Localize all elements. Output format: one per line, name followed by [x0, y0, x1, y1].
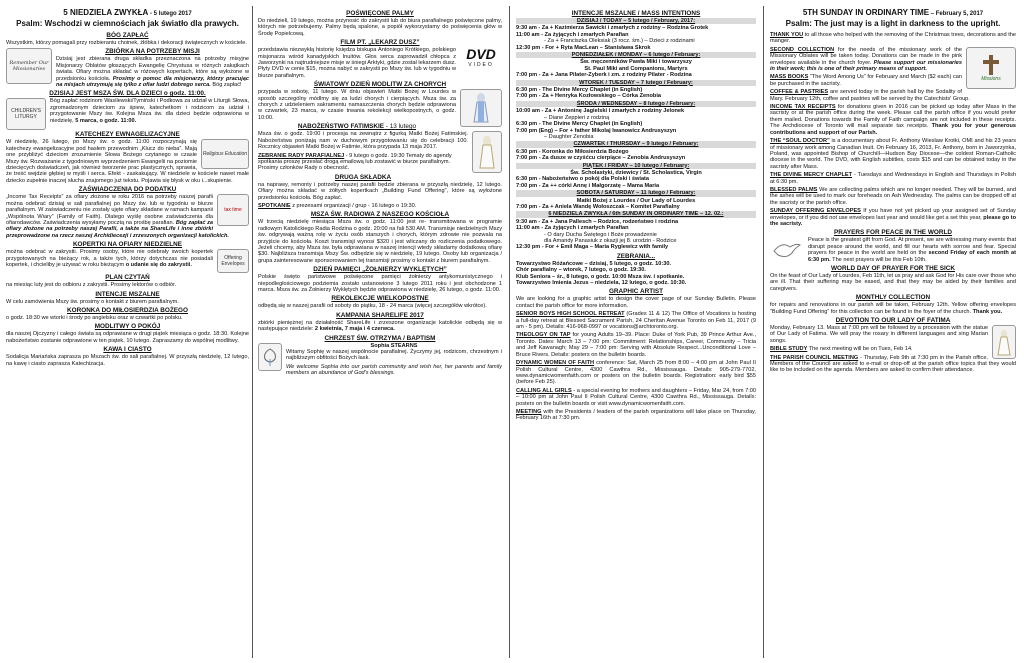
meeting-row: Towarzystwo Różańcowe – dzisiaj, 5 lutego, o godz. 10:30.: [516, 260, 671, 267]
section-heading: BÓG ZAPŁAĆ: [106, 32, 149, 39]
feast-name: Św. Scholastyki, dziewicy / St. Scholastica, Virgin: [570, 169, 702, 176]
psalm-text: Psalm: Wschodzi w ciemnościach jak światło dla prawych.: [16, 19, 239, 28]
mass-intention-row: dla Amandy Panasiuk z okazji jej 8. urodzin - Rodzice: [544, 238, 677, 244]
section-text: na naprawy, remonty i potrzeby naszej parafii będzie zbierana w przyszłą niedzielę, 12 lutego. Ofiary można składać w żółtych kopertkach „Building Fund Offering”, które są wyłożone przedsionku kościoła. Bóg zapłać.: [258, 181, 502, 201]
mass-intention-row: 7:00 pm - Za + Aniela Wandę Wołoszczak – Komitet Parafialny: [516, 203, 680, 210]
section-text: CALLING ALL GIRLS - a special evening for mothers and daughters – Friday, Mar 24, from 7:00 – 10:00 pm at John Paul II Polish Cultural Centre, 4300 Cawthra Rd., Mississauga. Details: posters on the bulletin boards or visit www.dynamicwomenfaith.com.: [516, 387, 756, 407]
section-text: dla naszej Ojczyzny i całego świata są odprawiane w drugi piątek miesiąca o godz. 18:30. Kolejne nabożeństwo zostanie odprawione w ten piątek, 10 lutego. Zapraszamy do wspólnej modlitwy.: [6, 331, 249, 344]
section-text: przedstawia niezwykłą historię księdza biskupa Antoniego Krótkiego, polskiego misjonarza wśród kanadyjskich Inuitów. Głos serca zaprowadził chłopca z Jaworzynki na najtrudniejsze misje w śniegi Arktyki, gdzie został lekarzem dusz. Płyty DVD w cenie $15, można nabyć w zakrystii po Mszy św. lub w tygodniu w biurze parafialnym.: [258, 47, 456, 79]
section-text: na miesiąc luty jest do odbioru z zakrystii. Prosimy lektorów o odbiór.: [6, 282, 177, 289]
mass-intention-row: 6:30 pm - The Divine Mercy Chaplet (in English): [516, 121, 643, 128]
section-text: THE “SOUL DOCTOR” is a documentary about Fr. Anthony Wieslaw Krotki, OMI and his 23 years of missionary work among Canadian Inuit. On February 16, 2013, Fr. Anthony, born in Jaworzynka, Poland, was appointed Bishop of Churchill—Hudson Bay Diocese—the coldest Roman-Catholic diocese in the world. The DVD, with English subtitles, costs $15 and can be obtained today in the sacristy after Mass.: [770, 138, 1016, 170]
religious-education-icon: Religious Education: [201, 139, 249, 169]
column-polish-left: [6, 8, 249, 660]
column-mass-intentions: [516, 8, 756, 660]
section-heading: WORLD DAY OF PRAYER FOR THE SICK: [830, 265, 956, 272]
feast-name: St. Paul Miki and Companions, Martyrs: [584, 65, 688, 72]
section-text: Polskie święto państwowe poświęcone pamięci żołnierzy antykomunistycznego i niepodległościowego podziemia zostało ustanowione 3 lutego 2011 roku i jest obchodzone 1 marca. Msza św. za Żołnierzy Wyklętych będzie odprawiona w niedzielę, 26 lutego, o godz. 11:00.: [258, 274, 502, 293]
section-text: odbędą się w naszej parafii od soboty do piątku, 18 - 24 marca (więcej szczegółów wkrótce).: [258, 303, 487, 310]
mass-intention-row: 7:00 pm (Eng) – For + father Mikolaj Iwanowicz Andrusyszyn: [516, 127, 677, 134]
bulletin-title-en: [770, 8, 1016, 28]
section-text: ZEBRANIE RADY PARAFIALNEJ - 9 lutego o godz. 19:30 Tematy do agendy spotkania proszę przesłać drogą emailową lub zostawić w biurze parafialnym. Prosimy członków Rady o obecność.: [258, 152, 452, 172]
column-divider: [509, 6, 510, 658]
day-heading: SOBOTA / SATURDAY – 11 lutego / February:: [516, 190, 756, 196]
mass-intention-row: 12:30 pm - For + Emil Maga – Maria Ryglewicz with family: [516, 244, 669, 251]
section-heading: DRUGA SKŁADKA: [334, 173, 392, 181]
section-text: On the feast of Our Lady of Lourdes, Feb 11th, let us pray and ask God for His care over those who are ill. That their suffering may be eased, and that they may be aided by their families and caregivers.: [770, 273, 1016, 292]
mass-intention-row: – Daughter Zenobia: [544, 133, 594, 140]
section-text: THEOLOGY ON TAP for young Adults 19–39. Place: Duke of York Pub, 39 Prince Arthur Ave., Toronto. Dates: March 13 – 7:00 pm: Commitment: Relationships, Career, Community – Tricia and Jeff Kawanagh; May 29 – 7:00 pm: Serving with Absolute Respect...Unconditional Love – Bruce Rivers. Details: posters on the bulletin boards.: [516, 332, 756, 358]
baptism-name: Sophia STEARNS: [370, 342, 418, 349]
mass-intention-row: 11:00 am - Za żyjących i zmarłych Parafian: [516, 31, 629, 38]
day-heading: DZISIAJ / TODAY – 5 lutego / February, 2017:: [516, 18, 756, 24]
feast-name: Św. męczenników Pawła Miki i towarzyszy: [580, 59, 692, 66]
mass-intentions-list: [516, 18, 756, 251]
section-text: SENIOR BOYS HIGH SCHOOL RETREAT (Grades 11 & 12) The Office of Vocations is hosting a full-day retreat at Blessed Sacrament Parish, 24 Cheritan Avenue Toronto on Feb 11, 2017 (9 am - 5 pm). Details: 416-968-0997 or vocations@archtoronto.org.: [516, 311, 756, 331]
day-heading: PIĄTEK / FRIDAY – 10 lutego / February:: [516, 163, 756, 169]
section-text: SUNDAY OFFERING ENVELOPES If you have not yet picked up your assigned set of Sunday envelopes, or if you did not use envelopes last year and would like get a set this year, please go to the sacristy.: [770, 208, 1016, 227]
childrens-liturgy-icon: CHILDREN'S LITURGY: [6, 98, 46, 130]
feast-name: Matki Bożej z Lourdes / Our Lady of Lourdes: [576, 197, 696, 204]
title-text: 5TH SUNDAY IN ORDINARY TIME: [802, 8, 930, 17]
dvd-logo-text: DVD: [466, 46, 496, 63]
remember-missionaries-icon: Remember Our Missionaries: [6, 48, 52, 84]
section-heading: PLAN CZYTAŃ: [105, 274, 150, 282]
mass-intention-row: – Diane Zeppieri z rodziną: [544, 114, 610, 121]
fatima-statue-icon: [992, 325, 1016, 359]
section-heading: POŚWIĘCONE PALMY: [346, 10, 414, 17]
section-text: We welcome Sophia into our parish community and wish her, her parents and family members an abundance of God's blessings.: [286, 363, 502, 377]
mass-intention-row: 7:00 pm - Za dusze w czyśćcu cierpiące – Zenobia Andrusyszyn: [516, 155, 686, 162]
section-text: Monday, February 13. Mass at 7:00 pm will be followed by a procession with the statue of Our Lady of Fatima. We will pray the rosary in different languages and sing Marian songs.: [770, 325, 988, 344]
mass-intention-row: - Za + Franciszka Oleksiak (3 rocz. śm.) – Dzieci z rodzinami: [544, 38, 695, 45]
mass-intention-row: 7:00 pm - Za + Jana Pilater-Zyberk i zm. z rodziny Pilater - Rodzina: [516, 72, 692, 79]
section-heading: ZEBRANIA...: [616, 252, 656, 260]
section-text: przypada w sobotę, 11 lutego. W dniu objawień Matki Bożej w Lourdes w sposób szczególny módlmy się za ludzi chorych i cierpiących. Msza św. za chorych z udzieleniem sakramentu namaszczenia chorych będzie odprawiona w czwartek, 23 marca, w czasie trwania rekolekcji wielkopostnych, o godz. 10:00.: [258, 89, 456, 121]
day-heading: 6 NIEDZIELA ZWYKŁA / 6th SUNDAY IN ORDINARY TIME – 12. 02.:: [516, 211, 756, 217]
section-text: COFFEE & PASTRIES are served today in the parish hall by the Sodality of Mary. February 12th, coffee and pastries will be served by the Catechists' Group.: [770, 89, 970, 102]
section-text: THE PARISH COUNCIL MEETING - Thursday, Feb 9th at 7:30 pm in the Parish office. Members of the Council are asked to e-mail or drop-off at the parish office topics that they would like to be included on the agenda. Members are asked to confirm their attendance.: [770, 354, 1016, 374]
section-heading: ZBIÓRKA NA POTRZEBY MISJI: [105, 48, 200, 56]
section-heading: REKOLEKCJE WIELKOPOSTNE: [331, 295, 429, 303]
column-english: [770, 8, 1016, 660]
column-divider: [763, 6, 764, 658]
section-text: W niedzielę, 26 lutego, po Mszy św. o godz. 11:00 rozpoczynają się katechezy ewangelizacyjne pod hasłem przewodnim „Klucz do nieba”. Mają one przybliżyć dzieciom zrozumienie Słowa Bożego czytanego w czasie Mszy św. Rozważanie z tygodniowym wyprzedzeniem Ewangelii na poziomie dziecięcych doświadczeń, jak również tworzenie prac plastycznych, sprawia, że treść wejdzie głębiej w myśli i serca. Efekt - zaskakujący. W niedziele w kościele nawet małe dziecko zupełnie inaczej słucha znajomego już tekstu. Pojawia się błysk w oku i...skupienie.: [6, 139, 249, 184]
meeting-row: Chór parafialny – wtorek, 7 lutego, o godz. 19:30.: [516, 267, 646, 274]
meeting-row: Towarzystwo Imienia Jezus – niedziela, 12 lutego, o godz. 10:30.: [516, 280, 687, 287]
section-text: BLESSED PALMS We are collecting palms which are no longer needed. They will be burned, and the ashes will be used to mark our foreheads on Ash Wednesday. The palms can be dropped off at the sacristy or the parish office.: [770, 186, 1016, 206]
title-text: 5 NIEDZIELA ZWYKŁA: [63, 8, 149, 17]
day-heading: CZWARTEK / THURSDAY – 9 lutego / February:: [516, 141, 756, 147]
section-heading: KORONKA DO MIŁOSIERDZIA BOŻEGO: [67, 306, 188, 314]
mass-intention-row: 9:30 am - Za + Kazimierza Sawicki i zmarłych z rodziny – Rodzina Grotek: [516, 25, 709, 32]
section-text: W trzecią niedzielę miesiąca Msza św. o godz. 11:00 jest re- transmitowana w programie radiowym Katolickiego Radia Rodzina o godz. 20:00 na fali 530 AM. Transmisje niedzielnych Mszy św. odgrywają ważną rolę w życiu osób starszych i chorych, którym zdrowie nie pozwala na przyjście do kościoła. Koszt transmisji wynosi $320 i jest wliczany do rozliczenia podatkowego. Jeżeli chcemy, aby Msza św. była odprawiana w naszej intencji wtedy składamy dodatkową ofiarę $30. Najbliższa transmisja Mszy Św. odbędzie się w niedzielę, 19 lutego. Osoby lub organizacja / grupa zainteresowane sponsorowaniem tej transmisji prosimy o kontakt z biurem parafialnym.: [258, 219, 502, 264]
section-heading: KOPERTKI NA OFIARY NIEDZIELNE: [72, 241, 183, 249]
section-heading: ZAŚWIADCZENIA DO PODATKU: [78, 186, 177, 194]
meeting-row: Klub Seniora – śr., 8 lutego, o godz. 10:00 Msza św. i spotkanie.: [516, 273, 685, 280]
mass-intention-row: 9:30 am - Za + Jana Pallesch – Rodzice, rodzeństwo i rodzina: [516, 218, 679, 225]
section-text: o godz. 18:30 we wtorki i środy po angielsku oraz w czwartki po polsku.: [6, 314, 183, 321]
section-text: „Income Tax Receipts” za ofiary złożone w roku 2016 na potrzeby naszej parafii można odebrać dzisiaj w sali parafialnej po Mszy św. lub w tygodniu w biurze parafialnym. W zaświadczeniu nie zostały ujęte ofiary składane w ramach kampanii „Wspólnota Wiary” (Family of Faith). Dlatego wyślę osobne zaświadczenia dla ofiarodawców. Zaświadczenia wysyłamy pocztą na prośbę parafian. Bóg zapłać za ofiary złożone na potrzeby naszej Parafii, a także na ShareLife i inne zbiórki przeprowadzone na rzecz naszej Archidiecezji i zrzeszonych organizacji katolickich.: [6, 194, 229, 239]
section-heading: MSZA ŚW. RADIOWA Z NASZEGO KOŚCIOŁA: [310, 211, 450, 219]
section-text: Witamy Sophię w naszej wspólnocie parafialnej. Życzymy jej, rodzicom, chrzestnym i najbliższym obfitości Bożych łask.: [286, 349, 502, 362]
section-heading: GRAPHIC ARTIST: [608, 288, 664, 296]
day-heading: PONIEDZIAŁEK / MONDAY – 6 lutego / February:: [516, 52, 756, 58]
section-text: można odebrać w zakrystii. Prosimy osoby, które nie odebrały swoich kopertek przygotowanych na bieżący rok, a także tych, którzy dotychczas nie posiadali kopertek, i chcieliby je używać w roku bieżącym o udanie się do zakrystii.: [6, 249, 213, 268]
section-heading: FILM PT. „LEKARZ DUSZ”: [340, 39, 420, 47]
mass-intention-row: 7:00 pm - Za + Henryka Kozłowskiego – Córka Zenobia: [516, 93, 662, 100]
section-text: Do niedzieli, 19 lutego, można przynosić do zakrystii lub do biura parafialnego poświęcone palmy, których nie potrzebujemy. Palmy będą spalone, a popiół wykorzystamy do poświęcenia głów w Środę Popielcową.: [258, 18, 502, 37]
dove-icon: [770, 237, 804, 263]
section-heading: ŚWIATOWY DZIEŃ MODLITW ZA CHORYCH: [313, 81, 447, 89]
section-text: W celu zamówienia Mszy św. prosimy o kontakt z biurem parafialnym.: [6, 298, 179, 305]
section-text: Sodalicja Mariańska zaprasza po Mszach św. do sali parafialnej. W przyszłą niedzielę, 12 lutego, na kawę i ciasto zaprasza Katechizacja.: [6, 354, 249, 367]
dvd-video-icon: [460, 47, 502, 71]
section-heading: DZISIAJ JEST MSZA ŚW. DLA DZIECI o godz. 11:00.: [49, 90, 206, 98]
section-text: DYNAMIC WOMEN OF FAITH conference: Sat, March 25 from 8:00 – 4:00 pm at John Paul II Polish Cultural Centre, 4300 Cawthra Rd., Mississauga. Details: 905-279-7702, www.dynamicwomenfaith.com or posters on the bulletin boards. Registration: early bird $55 (before Feb 25).: [516, 360, 756, 386]
mass-intention-row: 6:30 pm - Nabożeństwo o pokój dla Polski i świata: [516, 176, 650, 183]
day-heading: ŚRODA / WEDNESDAY – 8 lutego / February:: [516, 101, 756, 107]
section-heading: CHRZEST ŚW. OTRZYMA / BAPTISM: [324, 334, 436, 342]
section-heading: DEVOTION TO OUR LADY OF FATIMA: [835, 317, 951, 325]
dvd-logo-subtext: VIDEO: [468, 62, 494, 69]
fatima-statue-icon: [472, 131, 502, 173]
baptism-shell-icon: [258, 343, 282, 371]
section-text: BIBLE STUDY The next meeting will be on Tues, Feb 14.: [770, 346, 913, 353]
meetings-list: [516, 261, 756, 287]
section-heading: KAWA I CIASTO: [103, 346, 152, 354]
column-polish-right: [258, 8, 502, 660]
column-divider: [252, 6, 253, 658]
section-text: MEETING with the Presidents / leaders of the parish organizations will take place on Thursday, February 16th at 7:30 pm.: [516, 408, 756, 422]
section-heading: INTENCJE MSZALNE: [95, 290, 160, 298]
section-text: Msza św. o godz. 19:00 i procesja na zewnątrz z figurką Matki Bożej Fatimskiej. Nabożeństwa poniżają nam w duchowym przygotowaniu się do celebracji 100. Rocznicy objawień Matki Bożej w Fatimie, która przypada 13 maja 2017.: [258, 131, 468, 151]
offering-envelopes-icon: Offering Envelopes: [217, 249, 249, 273]
day-heading: WTOREK / TUESDAY – 7 lutego / February:: [516, 80, 756, 86]
mass-intention-row: 10:00 am - Za + Antoninę Jagielski i zmarłych z rodziny Jelonek: [516, 108, 685, 115]
section-text: INCOME TAX RECEIPTS for donations given in 2016 can be picked up today after Mass in the sacristy or at the parish office during the week. Please call the parish office if you would prefer them mailed. Donations towards the Family of Faith campaign are not included in these receipts. The Archdiocese of Toronto will mail separate tax receipts. Thank you for your generous contributions and support of our Parish.: [770, 104, 1016, 136]
mass-intention-row: 6:30 pm - The Divine Mercy Chaplet (in English): [516, 87, 643, 94]
mass-intention-row: - O dary Ducha Świętego i Boże prowadzenie: [544, 231, 657, 238]
section-text: Bóg zapłać rodzinom Wasilewski/Tymiński i Podkowa za udział w Liturgii Słowa, zgromadzonym dzieciom za śpiew, katechetkom i rodzicom za udział i przygotowanie Mszy św. Kolejna Msza św. dla dzieci będzie odprawiona w niedzielę, 5 marca, o godz. 11:00.: [50, 98, 249, 124]
section-heading: MODLITWY O POKÓJ: [94, 323, 161, 331]
bulletin-title-pl: [6, 8, 249, 28]
section-heading: NABOŻEŃSTWO FATIMSKIE - 13 lutego: [297, 123, 417, 131]
section-heading: KAMPANIA SHARELIFE 2017: [336, 311, 424, 319]
mass-intention-row: 11:00 am - Za żyjących i zmarłych Parafian: [516, 225, 629, 232]
section-heading: MONTHLY COLLECTION: [855, 294, 931, 302]
tax-time-icon: tax time: [217, 194, 249, 226]
title-date: – February 5, 2017: [929, 11, 984, 17]
section-text: Wszystkim, którzy pomagali przy rozbieraniu choinek, żłóbka i dekoracji świątecznych w kościele.: [6, 40, 247, 46]
section-text: MASS BOOKS “The Word Among Us” for February and March ($2 each) can be purchased in the sacristy.: [770, 74, 962, 87]
section-heading: KATECHEZY EWNAGELIZACYJNE: [75, 131, 180, 139]
missions-icon: Missions: [966, 47, 1016, 89]
mass-intentions-heading: INTENCJE MSZALNE / MASS INTENTIONS: [571, 10, 701, 17]
lourdes-statue-icon: [460, 89, 502, 127]
mass-intention-row: 7:00 pm - Za ++ córki Annę i Małgorzatę – Mama Maria: [516, 182, 660, 189]
section-heading: DZIEŃ PAMIĘCI „ŻOŁNIERZY WYKLĘTYCH”: [313, 266, 447, 274]
section-heading: PRAYERS FOR PEACE IN THE WORLD: [833, 229, 952, 237]
mass-intention-row: 12:30 pm - For + Ryta MacLean – Stanisława Skrok: [516, 44, 651, 51]
section-text: Dzisiaj jest zbierana druga składka przeznaczona na potrzeby misyjne Misjonarzy Oblatów głoszących Ewangelię Chrystusa w różnych zakątkach świata. Ofiary można składać w różowych kopertach, które są wyłożone w przedsionku kościoła. Prosimy o pomoc dla misjonarzy, którzy pracując na misjach utrzymują się tylko z ofiar ludzi dobrego serca. Bóg zapłać!: [56, 56, 249, 89]
section-text: We are looking for a graphic artist to design the cover page of our Sunday Bulletin. Please contact the parish office for more information.: [516, 296, 756, 309]
psalm-text: Psalm: The just may is a light in darkness to the upright.: [785, 19, 1001, 28]
section-text: SECOND COLLECTION for the needs of the missionary work of the Missionary Oblates will be taken today. Donations can be made in the pink envelopes available in the church foyer. Please support our missionaries in their work; this is one of their primary means of support.: [770, 46, 963, 73]
section-text: for repairs and renovations in our parish will be taken, February 12th. Yellow offering envelopes “Building Fund Offering” for this collection can be found in the foyer of the church. Thank you.: [770, 302, 1016, 315]
section-text: THE DIVINE MERCY CHAPLET - Tuesdays and Wednesdays in English and Thursdays in Polish at 6:30 pm.: [770, 172, 1016, 185]
title-date: - 5 lutego 2017: [148, 11, 192, 17]
mass-intention-row: 6:30 pm - Koronka do Miłosierdzia Bożego: [516, 148, 629, 155]
section-text: Peace is the greatest gift from God. At present, we are witnessing many events that disrupt peace around the world, and fill our hearts with sorrow and fear. Special prayers for peace in the world are held on the second Friday of each month at 6:30 pm. The next prayers will be this Feb 10th.: [808, 237, 1016, 263]
section-text: THANK YOU to all those who helped with the removing of the Christmas trees, decorations and the manger.: [770, 32, 1016, 45]
section-text: SPOTKANIE z prezesami organizacji / grup - 16 lutego o 19:30.: [258, 202, 417, 209]
section-text: zbiórki pieniężnej na działalność ShareLife i zrzeszone organizacje katolickie odbędą się w następujące niedziele: 2 kwietnia, 7 maja i 4 czerwca.: [258, 319, 502, 333]
